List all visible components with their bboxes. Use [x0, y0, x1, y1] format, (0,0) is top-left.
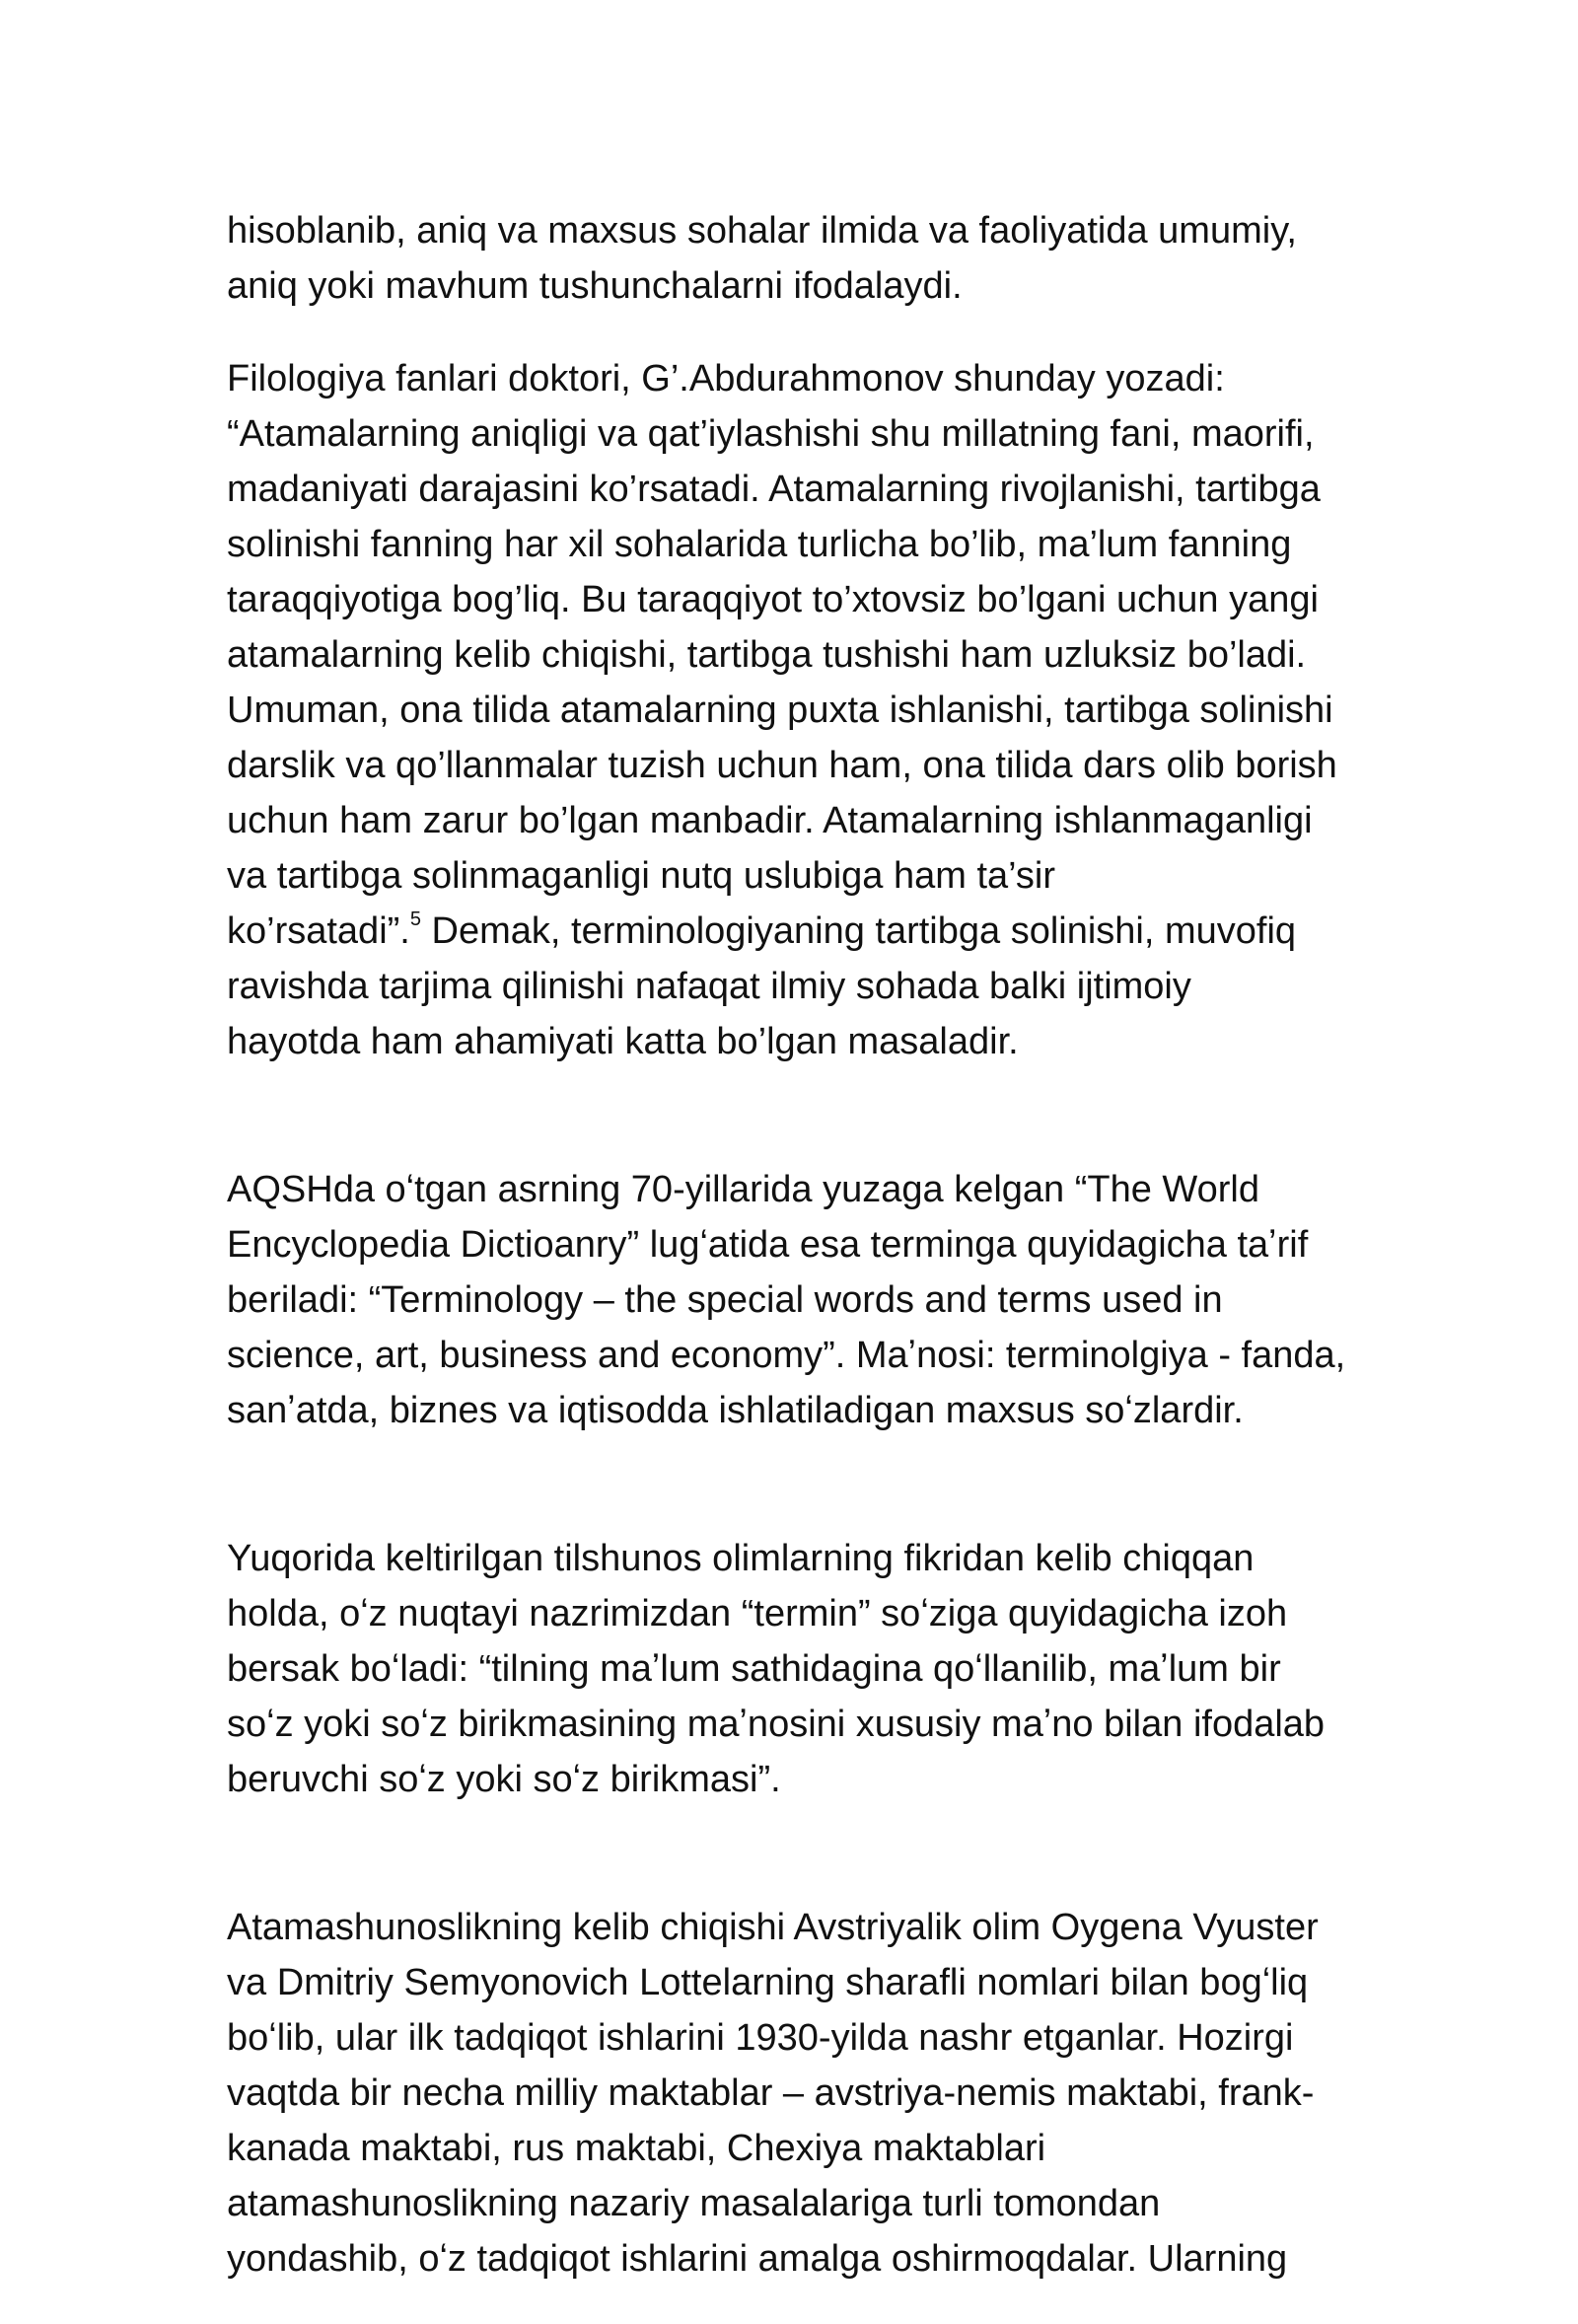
- footnote-reference[interactable]: 5: [409, 908, 421, 931]
- paragraph-3-text: AQSHda oʻtgan asrning 70-yillarida yuzaga kelgan “The World Encyclopedia Dictioanry” lugʻatida esa terminga quyidagicha taʼrif beriladi: “Terminology – the special words and terms used in science, art, business and economy”. Maʼnosi: terminolgiya - fanda, sanʼatda, biznes va iqtisodda ishlatiladigan maxsus soʻzlardir.: [227, 1169, 1346, 1431]
- paragraph-2: [227, 351, 1470, 1069]
- paragraph-1-text: hisoblanib, aniq va maxsus sohalar ilmida va faoliyatida umumiy, aniq yoki mavhum tushunchalarni ifodalaydi.: [227, 210, 1297, 307]
- paragraph-4-text: Yuqorida keltirilgan tilshunos olimlarning fikridan kelib chiqqan holda, oʻz nuqtayi nazrimizdan “termin” soʻziga quyidagicha izoh bersak boʻladi: “tilning maʼlum sathidagina qoʻllanilib, maʼlum bir soʻz yoki soʻz birikmasining maʼnosini xususiy maʼno bilan ifodalab beruvchi soʻz yoki soʻz birikmasi”.: [227, 1538, 1326, 1800]
- document-body: [227, 148, 1470, 2324]
- paragraph-2-text-before-footnote: Filologiya fanlari doktori, G’.Abdurahmonov shunday yozadi: “Atamalarning aniqligi va qat’iylashishi shu millatning fani, maorifi, madaniyati darajasini ko’rsatadi. Atamalarning rivojlanishi, tartibga solinishi fanning har xil sohalarida turlicha bo’lib, ma’lum fanning taraqqiyotiga bog’liq. Bu taraqqiyot to’xtovsiz bo’lgani uchun yangi atamalarning kelib chiqishi, tartibga tushishi ham uzluksiz bo’ladi. Umuman, ona tilida atamalarning puxta ishlanishi, tartibga solinishi darslik va qo’llanmalar tuzish uchun ham, ona tilida dars olib borish uchun ham zarur bo’lgan manbadir. Atamalarning ishlanmaganligi va tartibga solinmaganligi nutq uslubiga ham ta’sir ko’rsatadi”.: [227, 358, 1337, 952]
- paragraph-5: [227, 1845, 1470, 2287]
- paragraph-4: [227, 1476, 1470, 1807]
- paragraph-1: [227, 148, 1470, 314]
- paragraph-2-text-after-footnote: Demak, terminologiyaning tartibga solinishi, muvofiq ravishda tarjima qilinishi nafaqat ilmiy sohada balki ijtimoiy hayotda ham ahamiyati katta bo’lgan masaladir.: [227, 910, 1297, 1062]
- paragraph-5-text: Atamashunoslikning kelib chiqishi Avstriyalik olim Oygena Vyuster va Dmitriy Semyonovich Lottelarning sharafli nomlari bilan bogʻliq boʻlib, ular ilk tadqiqot ishlarini 1930-yilda nashr etganlar. Hozirgi vaqtda bir necha milliy maktablar – avstriya-nemis maktabi, frank- kanada maktabi, rus maktabi, Chexiya maktablari atamashunoslikning nazariy masalalariga turli tomondan yondashib, oʻz tadqiqot ishlarini amalga oshirmoqdalar. Ularning: [227, 1907, 1319, 2280]
- paragraph-3: [227, 1107, 1470, 1438]
